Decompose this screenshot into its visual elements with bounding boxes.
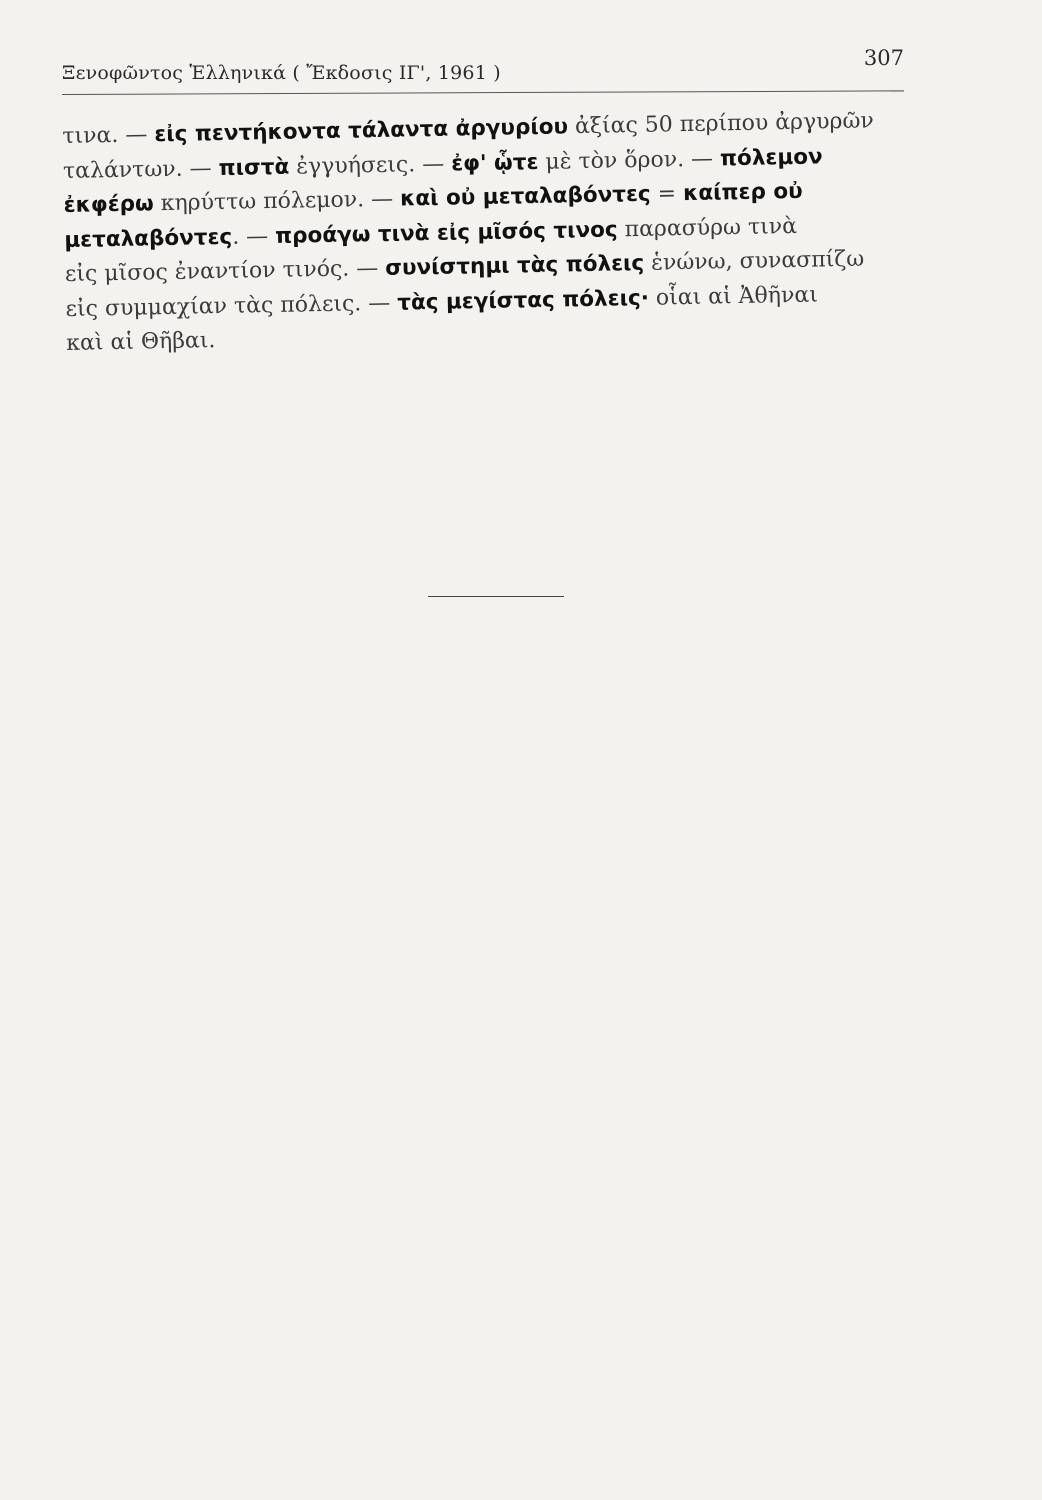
bold-phrase: τὰς μεγίστας πόλεις· <box>397 285 650 316</box>
gloss-text: ἀξίας 50 περίπου ἀργυρῶν <box>567 108 875 140</box>
bold-phrase: πιστὰ <box>218 154 290 181</box>
gloss-text: οἷαι αἱ Ἀθῆναι <box>648 282 819 311</box>
bold-phrase: πόλεμον <box>719 143 823 171</box>
bold-phrase: συνίστημι τὰς πόλεις <box>385 250 645 281</box>
gloss-text: = <box>650 181 684 207</box>
gloss-text: ἐγγυήσεις. — <box>288 151 452 180</box>
bold-phrase: καίπερ οὐ <box>682 178 803 207</box>
gloss-text: ἑνώνω, συνασπίζω <box>643 246 865 276</box>
gloss-text: μὲ τὸν ὅρον. — <box>538 145 721 175</box>
gloss-text: παρασύρω τινὰ <box>617 213 798 242</box>
bold-phrase: ἐκφέρω <box>63 191 154 218</box>
gloss-text: . — <box>231 223 276 250</box>
bold-phrase: προάγω τινὰ εἰς μῖσός τινος <box>274 216 618 249</box>
bold-phrase: εἰς πεντήκοντα τάλαντα ἀργυρίου <box>154 114 569 148</box>
bold-phrase: μεταλαβόντες <box>64 224 233 253</box>
section-end-rule <box>428 596 564 597</box>
gloss-text: καὶ αἱ Θῆβαι. <box>66 328 216 356</box>
running-header <box>62 44 904 96</box>
bold-phrase: ἐφ' ᾧτε <box>450 149 539 177</box>
body-text <box>62 103 926 361</box>
gloss-text: εἰς μῖσος ἐναντίον τινός. — <box>64 255 386 287</box>
header-title: Ξενοφῶντος Ἑλληνικά ( Ἔκδοσις ΙΓ', 1961 ) <box>62 62 501 84</box>
bold-phrase: καὶ οὐ μεταλαβόντες <box>399 181 651 212</box>
gloss-text: τινα. — <box>62 122 155 149</box>
gloss-text: κηρύττω πόλεμον. — <box>153 186 401 217</box>
header-rule <box>62 90 904 95</box>
page-number: 307 <box>863 46 904 70</box>
gloss-text: εἰς συμμαχίαν τὰς πόλεις. — <box>65 290 398 322</box>
gloss-text: ταλάντων. — <box>62 155 219 184</box>
